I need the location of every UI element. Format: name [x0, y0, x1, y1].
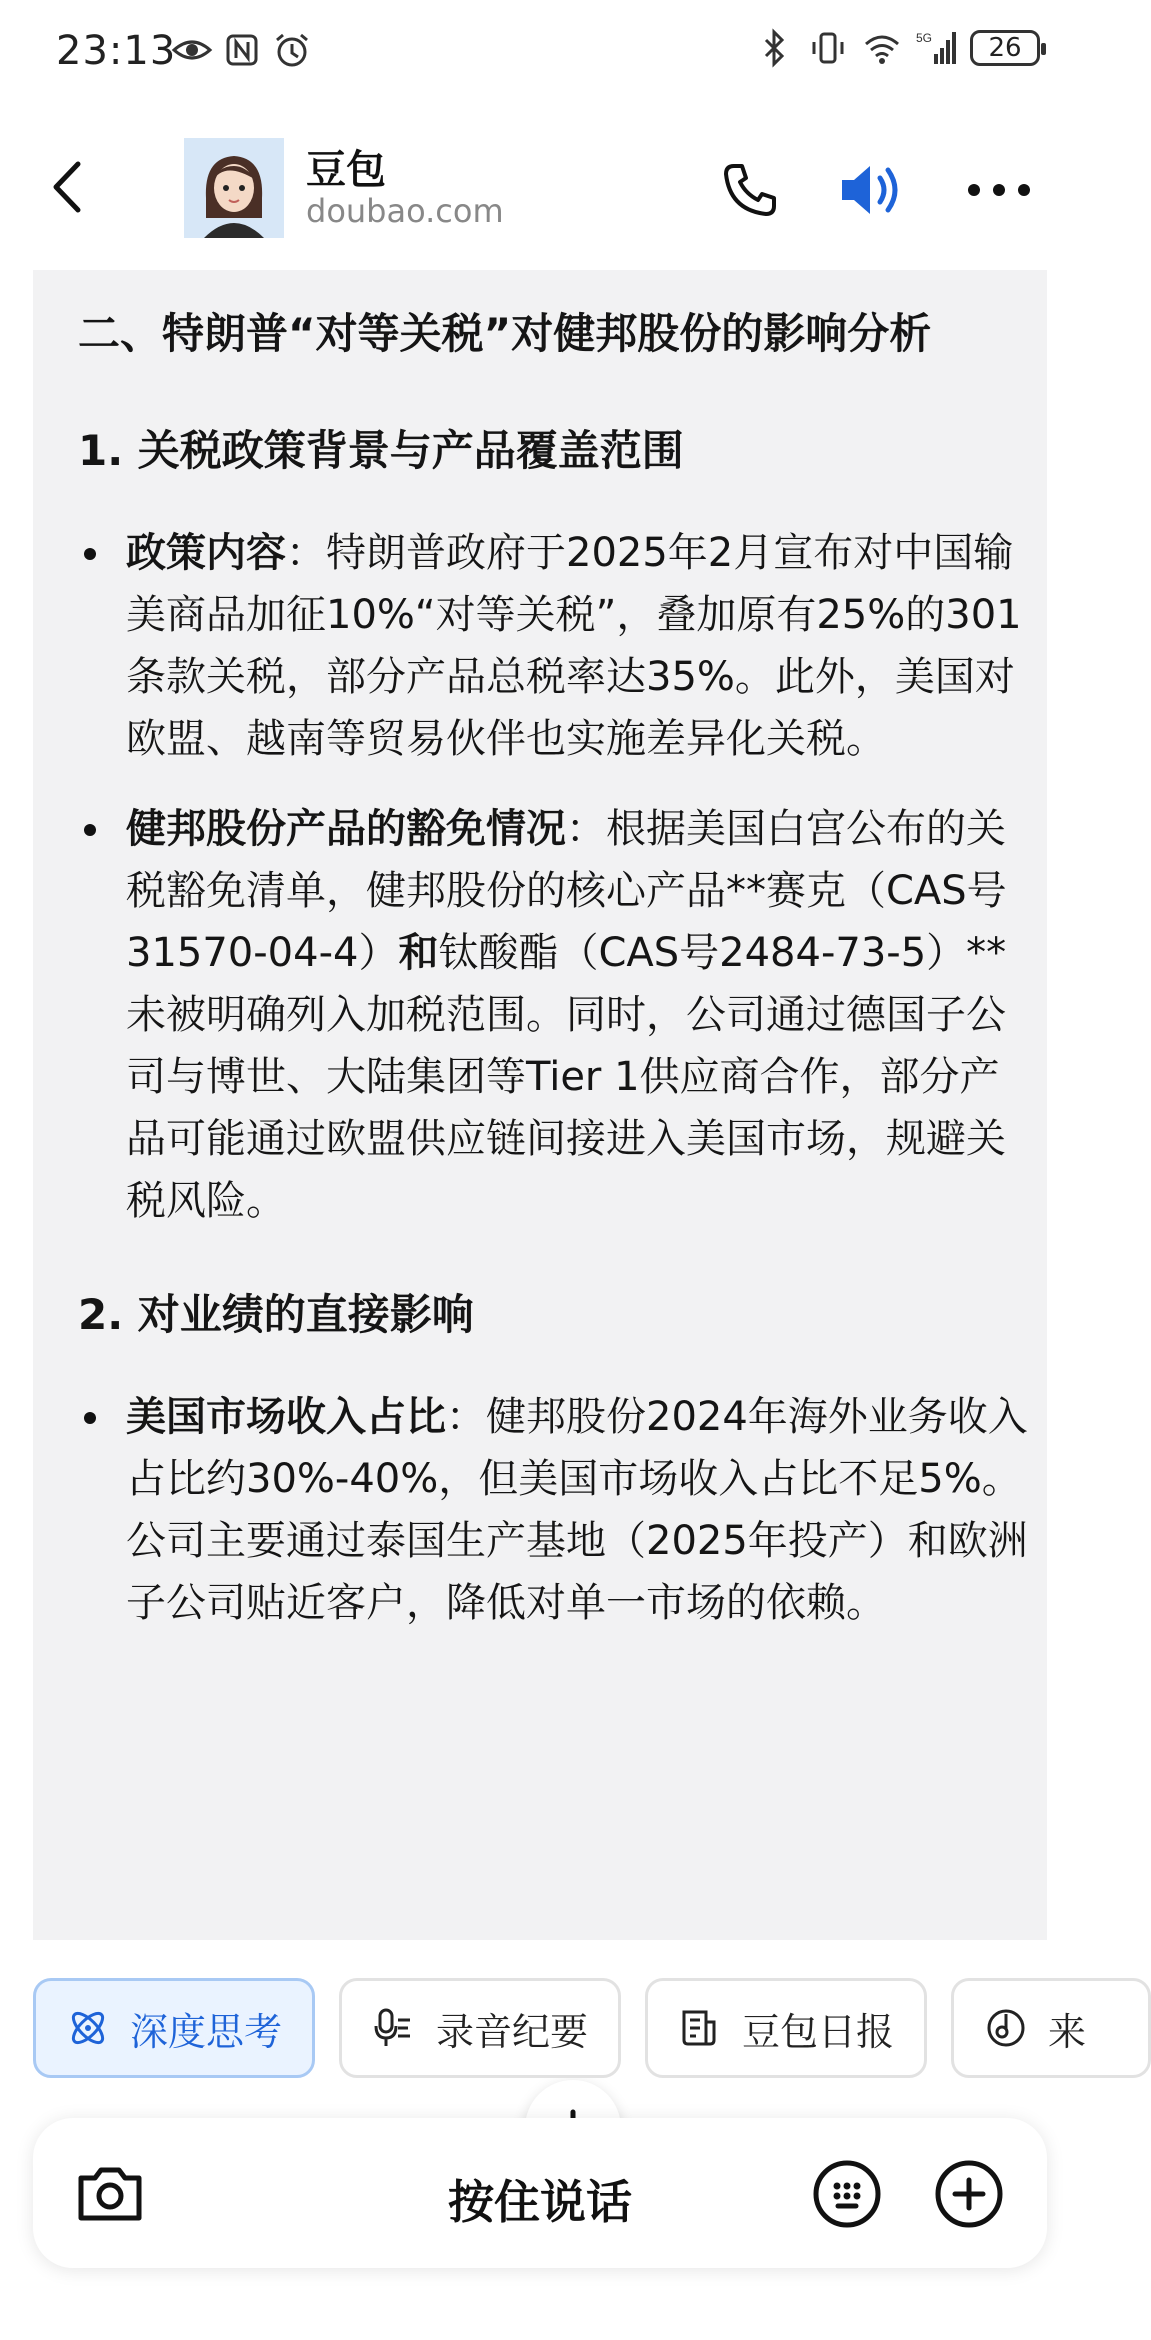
bullet-inline-bold: 和	[398, 930, 439, 976]
phone-call-button[interactable]	[720, 160, 780, 220]
list-item	[78, 1386, 1038, 1634]
chip-label: 豆包日报	[742, 2009, 895, 2054]
wifi-icon	[862, 28, 902, 68]
battery-icon	[970, 30, 1040, 66]
status-bar	[0, 0, 1080, 104]
mic-icon	[372, 2006, 416, 2050]
chat-header	[0, 120, 1080, 260]
vibrate-icon	[808, 28, 848, 68]
bullet-text: ：健邦股份2024年海外业务收入占比约30%-40%，但美国市场收入占比不足5%。公司主要通过泰国生产基地（2025年投产）和欧洲子公司贴近客户，降低对单一市场的依赖。	[126, 1394, 1028, 1626]
chip-doubao-daily[interactable]	[645, 1978, 927, 2078]
list-item	[78, 798, 1038, 1232]
bullet-text: ：根据美国白宫公布的关税豁免清单，健邦股份的核心产品**赛克（CAS号31570-04-4）	[126, 806, 1007, 976]
chip-more[interactable]	[951, 1978, 1151, 2078]
section-title-1: 1. 关税政策背景与产品覆盖范围	[78, 426, 684, 475]
battery-level: 26	[988, 33, 1022, 63]
input-bar	[33, 2118, 1047, 2268]
alarm-icon	[272, 30, 312, 70]
list-item	[78, 522, 1038, 770]
svg-text:5G: 5G	[916, 31, 933, 45]
bluetooth-icon	[754, 28, 794, 68]
section-title-2: 2. 对业绩的直接影响	[78, 1290, 474, 1339]
quick-action-chips	[33, 1978, 1093, 2082]
assistant-message-bubble	[33, 270, 1047, 1940]
keyboard-emoji-button[interactable]	[811, 2158, 883, 2230]
plus-button[interactable]	[933, 2158, 1005, 2230]
chip-label: 录音纪要	[436, 2009, 589, 2054]
speaker-button[interactable]	[836, 158, 906, 222]
message-content	[78, 300, 1038, 1662]
chat-subtitle: doubao.com	[306, 192, 504, 230]
hold-to-talk-button[interactable]: 按住说话	[448, 2175, 632, 2229]
bullet-label: 美国市场收入占比	[126, 1394, 446, 1440]
chip-label: 来	[1048, 2009, 1087, 2054]
back-button[interactable]	[36, 152, 106, 222]
bullet-text: ：特朗普政府于2025年2月宣布对中国输美商品加征10%“对等关税”，叠加原有25%的301条款关税，部分产品总税率达35%。此外，美国对欧盟、越南等贸易伙伴也实施差异化关税。	[126, 530, 1022, 762]
news-icon	[678, 2006, 722, 2050]
chat-title: 豆包	[306, 147, 386, 193]
music-icon	[984, 2006, 1028, 2050]
avatar[interactable]	[184, 138, 284, 238]
bullet-text: 钛酸酯（CAS号2484-73-5）**未被明确列入加税范围。同时，公司通过德国子公司与博世、大陆集团等Tier 1供应商合作，部分产品可能通过欧盟供应链间接进入美国市场，规避关税风险。	[126, 930, 1007, 1224]
chip-deep-thinking[interactable]	[33, 1978, 315, 2078]
chip-label: 深度思考	[130, 2009, 283, 2054]
bullet-label: 健邦股份产品的豁免情况	[126, 806, 566, 852]
status-time: 23:13	[56, 28, 177, 74]
nfc-icon	[222, 30, 262, 70]
message-heading: 二、特朗普“对等关税”对健邦股份的影响分析	[78, 309, 932, 358]
signal-5g-icon	[916, 28, 956, 68]
avatar-image	[184, 138, 284, 238]
chip-recording-notes[interactable]	[339, 1978, 621, 2078]
eye-icon	[172, 30, 212, 70]
atom-icon	[66, 2006, 110, 2050]
bullet-label: 政策内容	[126, 530, 286, 576]
more-options-button[interactable]	[964, 170, 1034, 210]
